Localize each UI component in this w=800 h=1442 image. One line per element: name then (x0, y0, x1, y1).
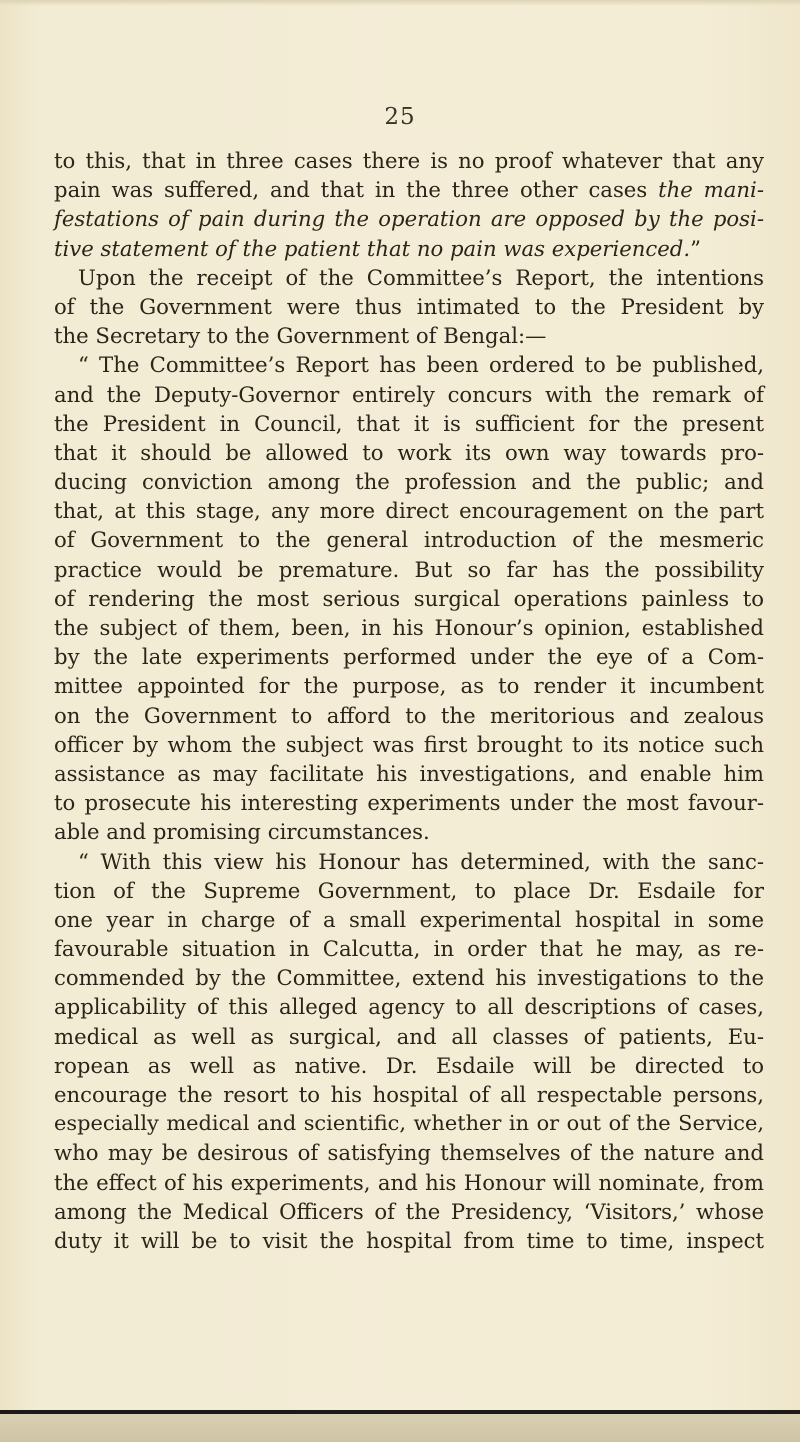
text-line-roman: pain was suffered, and that in the three other cases (54, 177, 659, 203)
text-line: who may be desirous of satisfying themselves of the nature and (54, 1140, 764, 1166)
text-line: the subject of them, been, in his Honour’s opinion, established (54, 615, 764, 640)
text-line: officer by whom the subject was first brought to its notice such (54, 731, 764, 757)
text-line: ropean as well as native. Dr. Esdaile will be directed to (54, 1052, 764, 1078)
text-line-italic: the mani- (658, 177, 764, 203)
text-line: of rendering the most serious surgical operations painless to (54, 585, 764, 611)
page-top-edge (0, 0, 800, 6)
body-text (54, 146, 764, 1255)
text-line: of the Government were thus intimated to the President by (54, 293, 764, 319)
page-bottom-shadow (0, 1414, 800, 1442)
text-line: mittee appointed for the purpose, as to render it incumbent (54, 673, 764, 699)
text-line: the President in Council, that it is sufficient for the present (54, 410, 764, 436)
text-line: encourage the resort to his hospital of all respectable persons, (54, 1082, 764, 1107)
text-line: assistance as may facilitate his investigations, and enable him (54, 760, 764, 786)
text-line: that, at this stage, any more direct encouragement on the part (54, 498, 764, 524)
page-number: 25 (384, 104, 416, 130)
text-line (54, 234, 764, 263)
text-line: among the Medical Officers of the Presidency, ‘Visitors,’ whose (54, 1198, 764, 1224)
text-line: especially medical and scientific, whether in or out of the Service, (54, 1111, 764, 1136)
text-line: the effect of his experiments, and his Honour will nominate, from (54, 1169, 764, 1195)
text-line: tion of the Supreme Government, to place Dr. Esdaile for (54, 877, 764, 903)
text-line: to this, that in three cases there is no proof whatever that any (54, 148, 764, 173)
text-line (54, 175, 764, 204)
text-line: ducing conviction among the profession and the public; and (54, 469, 764, 495)
text-line: medical as well as surgical, and all classes of patients, Eu- (54, 1023, 764, 1049)
text-line: the Secretary to the Government of Bengal:— (54, 323, 547, 349)
text-line: and the Deputy-Governor entirely concurs with the remark of (54, 381, 764, 407)
text-line: favourable situation in Calcutta, in order that he may, as re- (54, 936, 764, 962)
text-line: that it should be allowed to work its own way towards pro- (54, 439, 764, 465)
text-line: festations of pain during the operation are opposed by the posi- (54, 206, 764, 232)
text-line: commended by the Committee, extend his investigations to the (54, 965, 764, 991)
text-line: duty it will be to visit the hospital from time to time, inspect (54, 1227, 764, 1253)
text-line: “ The Committee’s Report has been ordered to be published, (78, 352, 764, 378)
text-line: of Government to the general introduction of the mesmeric (54, 527, 764, 553)
text-line: one year in charge of a small experimental hospital in some (54, 906, 764, 932)
text-line-italic: tive statement of the patient that no pain was experienced. (54, 235, 691, 261)
text-line: “ With this view his Honour has determined, with the sanc- (78, 848, 764, 874)
text-line: able and promising circumstances. (54, 819, 430, 845)
text-line: on the Government to afford to the meritorious and zealous (54, 702, 764, 728)
text-line: applicability of this alleged agency to all descriptions of cases, (54, 994, 764, 1020)
text-line: to prosecute his interesting experiments under the most favour- (54, 790, 764, 816)
text-line: practice would be premature. But so far has the possibility (54, 556, 764, 582)
closing-quote: ” (690, 235, 701, 261)
text-line: Upon the receipt of the Committee’s Report, the intentions (78, 264, 764, 290)
text-line: by the late experiments performed under the eye of a Com- (54, 644, 764, 670)
